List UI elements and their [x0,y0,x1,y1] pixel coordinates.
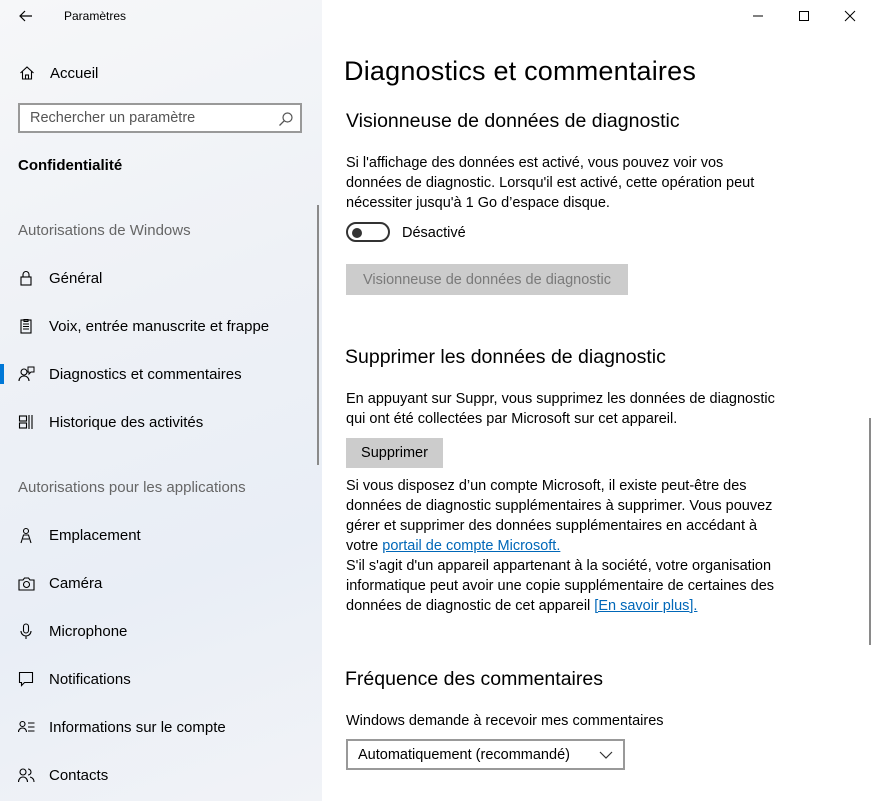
minimize-button[interactable] [735,0,781,32]
close-button[interactable] [827,0,873,32]
titlebar [0,0,322,32]
diagnostic-viewer-toggle[interactable] [346,222,390,242]
camera-icon [17,574,35,592]
delete-info-link-line [346,536,774,556]
delete-desc-line: En appuyant sur Suppr, vous supprimez les données de diagnostic [346,391,775,407]
viewer-desc-line: données de diagnostic. Lorsqu'il est activé, cette opération peut [346,175,755,191]
sidebar-item-contacts[interactable] [0,755,322,795]
account-info-icon [17,718,35,736]
sidebar-item-notifications[interactable] [0,659,322,699]
viewer-description [346,153,754,213]
notification-icon [17,670,35,688]
back-arrow-icon [19,10,33,22]
main-content [322,0,873,801]
learn-more-link[interactable]: [En savoir plus]. [594,598,698,614]
feedback-person-icon [17,365,35,383]
delete-desc-line: qui ont été collectées par Microsoft sur cet appareil. [346,411,678,427]
search-box [18,103,302,133]
diagnostic-viewer-button: Visionneuse de données de diagnostic [346,264,628,295]
timeline-icon [17,413,35,431]
frequency-heading: Fréquence des commentaires [345,668,603,690]
group-header-windows: Autorisations de Windows [18,222,191,239]
contacts-icon [17,766,35,784]
group-header-apps: Autorisations pour les applications [18,479,246,496]
delete-button[interactable]: Supprimer [346,438,443,468]
delete-info-line: données de diagnostic supplémentaires à supprimer. Vous pouvez [346,498,773,514]
back-button[interactable] [14,6,38,26]
sidebar-item-label: Microphone [49,622,128,640]
frequency-label: Windows demande à recevoir mes commentaires [346,713,664,729]
delete-info [346,476,774,616]
person-location-icon [17,526,35,544]
org-line: S'il s'agit d'un appareil appartenant à la société, votre organisation [346,558,772,574]
toggle-knob [352,228,362,238]
app-title: Paramètres [64,9,127,23]
toggle-state-label: Désactivé [402,225,466,241]
clipboard-icon [17,317,35,335]
sidebar-item-label: Emplacement [49,526,141,544]
microphone-icon [17,622,35,640]
sidebar-item-label: Général [49,269,103,287]
delete-heading: Supprimer les données de diagnostic [345,346,666,368]
info-prefix: votre [346,538,383,554]
lock-icon [17,269,35,287]
frequency-selected-value: Automatiquement (recommandé) [358,747,570,763]
minimize-icon [752,10,764,22]
sidebar-item-camera[interactable] [0,563,322,603]
viewer-heading: Visionneuse de données de diagnostic [346,110,680,132]
delete-info-line: gérer et supprimer des données supplémentaires en accédant à [346,518,758,534]
sidebar-item-label: Informations sur le compte [49,718,226,736]
account-portal-link[interactable]: portail de compte Microsoft. [382,538,561,554]
search-input[interactable] [20,105,280,131]
sidebar-scrollbar[interactable] [317,205,319,465]
sidebar-item-label: Notifications [49,670,131,688]
org-last-line [346,596,774,616]
sidebar-item-location[interactable] [0,515,322,555]
home-nav-item[interactable] [18,60,98,86]
sidebar-item-label: Caméra [49,574,103,592]
close-icon [844,10,856,22]
viewer-desc-line: nécessiter jusqu'à 1 Go d’espace disque. [346,195,610,211]
org-line: informatique peut avoir une copie supplémentaire de certaines des [346,578,775,594]
sidebar-item-label: Historique des activités [49,413,204,431]
delete-description [346,389,775,429]
sidebar-item-activity-history[interactable] [0,402,322,442]
chevron-down-icon [599,749,613,761]
home-icon [18,64,36,82]
sidebar-item-speech[interactable] [0,306,322,346]
sidebar-item-microphone[interactable] [0,611,322,651]
sidebar-item-general[interactable] [0,258,322,298]
viewer-desc-line: Si l'affichage des données est activé, vous pouvez voir vos [346,155,724,171]
search-icon[interactable] [278,111,294,127]
selection-indicator [0,364,4,384]
frequency-dropdown[interactable] [346,739,625,770]
window-controls [735,0,873,32]
section-title: Confidentialité [18,157,123,174]
maximize-icon [798,10,810,22]
sidebar-item-label: Voix, entrée manuscrite et frappe [49,317,270,335]
sidebar-item-account-info[interactable] [0,707,322,747]
sidebar-item-label: Contacts [49,766,109,784]
sidebar-item-diagnostics[interactable] [0,354,322,394]
sidebar [0,0,322,801]
delete-info-line: Si vous disposez d’un compte Microsoft, il existe peut-être des [346,478,747,494]
page-title: Diagnostics et commentaires [344,56,697,86]
main-scrollbar[interactable] [869,418,871,645]
sidebar-item-label: Diagnostics et commentaires [49,365,242,383]
maximize-button[interactable] [781,0,827,32]
home-label: Accueil [50,64,99,82]
org-last-prefix: données de diagnostic de cet appareil [346,598,595,614]
